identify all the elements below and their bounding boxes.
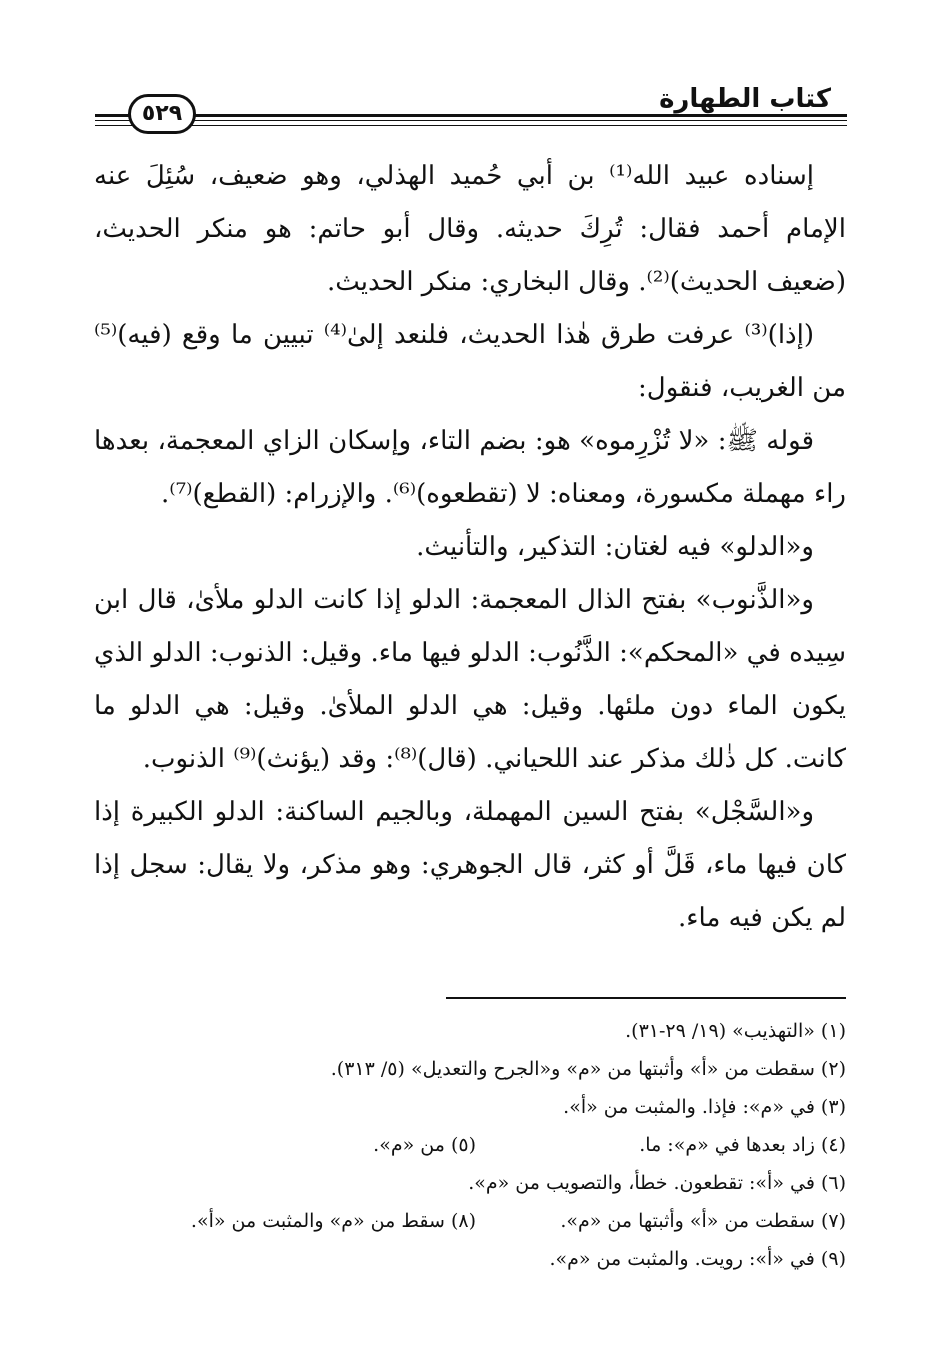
paragraph-tuzrimuh: قوله ﷺ: «لا تُزْرِموه» هو: بضم التاء، وإسكان الزاي المعجمة، بعدها راء مهملة مكسورة، ومعناه: لا (تقطعوه)⁽⁶⁾. والإزرام: (القطع)⁽⁷⁾.: [94, 426, 846, 509]
footnote-line: [94, 1126, 846, 1164]
paragraph-dhanub: و«الذَّنوب» بفتح الذال المعجمة: الدلو إذا كانت الدلو ملأىٰ، قال ابن سِيده في «المحكم»: الذَّنُوب: الدلو فيها ماء. وقيل: الذنوب: الدلو الذي يكون الماء دون ملئها. وقيل: هي الدلو الملأىٰ. وقيل: هي الدلو ما كانت. كل ذٰلك مذكر عند اللحياني. (قال)⁽⁸⁾: وقد (يؤنث)⁽⁹⁾ الذنوب.: [94, 585, 846, 774]
footnotes: [94, 1012, 846, 1278]
footnote-line: [94, 1164, 846, 1202]
footnote-5: (٥) من «م».: [373, 1134, 476, 1156]
footnote-line: [94, 1240, 846, 1278]
footnote-2: (٢) سقطت من «أ» وأثبتها من «م» و«الجرح والتعديل» (٥/ ٣١٣).: [330, 1058, 846, 1080]
footnote-6: (٦) في «أ»: تقطعون. خطأ، والتصويب من «م».: [468, 1172, 846, 1194]
footnote-line: [94, 1050, 846, 1088]
footnote-line: [94, 1012, 846, 1050]
footnote-3: (٣) في «م»: فإذا. والمثبت من «أ».: [563, 1096, 846, 1118]
page-number: ٥٢٩: [128, 94, 196, 134]
header-rule-thin: [95, 120, 847, 121]
paragraph-isnad: إسناده عبيد الله⁽¹⁾ بن أبي حُميد الهذلي، وهو ضعيف، سُئِلَ عنه الإمام أحمد فقال: تُرِكَ حديثه. وقال أبو حاتم: هو منكر الحديث، (ضعيف الحديث)⁽²⁾. وقال البخاري: منكر الحديث.: [94, 161, 846, 297]
footnote-8: (٨) سقط من «م» والمثبت من «أ».: [190, 1210, 476, 1232]
footnote-divider: [446, 997, 846, 999]
main-text: [94, 150, 846, 945]
footnote-4: (٤) زاد بعدها في «م»: ما.: [639, 1134, 846, 1156]
paragraph-sajl: و«السَّجْل» بفتح السين المهملة، وبالجيم الساكنة: الدلو الكبيرة إذا كان فيها ماء، قَلَّ أو كثر، قال الجوهري: وهو مذكر، ولا يقال: سجل إذا لم يكن فيه ماء.: [94, 797, 846, 933]
footnote-7: (٧) سقطت من «أ» وأثبتها من «م».: [560, 1210, 846, 1232]
header-rule-thick: [95, 114, 847, 117]
book-title: كتاب الطهارة: [659, 84, 831, 114]
footnote-1: (١) «التهذيب» (١٩/ ٢٩-٣١).: [625, 1020, 846, 1042]
paragraph-gharib-intro: (إذا)⁽³⁾ عرفت طرق هٰذا الحديث، فلنعد إلىٰ⁽⁴⁾ تبيين ما وقع (فيه)⁽⁵⁾ من الغريب، فنقول:: [94, 320, 846, 403]
footnote-9: (٩) في «أ»: رويت. والمثبت من «م».: [549, 1248, 846, 1270]
page-header: [95, 78, 847, 138]
footnote-line: [94, 1202, 846, 1240]
header-rule-thin-lower: [95, 125, 847, 126]
paragraph-dalw: و«الدلو» فيه لغتان: التذكير، والتأنيث.: [416, 532, 814, 562]
footnote-line: [94, 1088, 846, 1126]
